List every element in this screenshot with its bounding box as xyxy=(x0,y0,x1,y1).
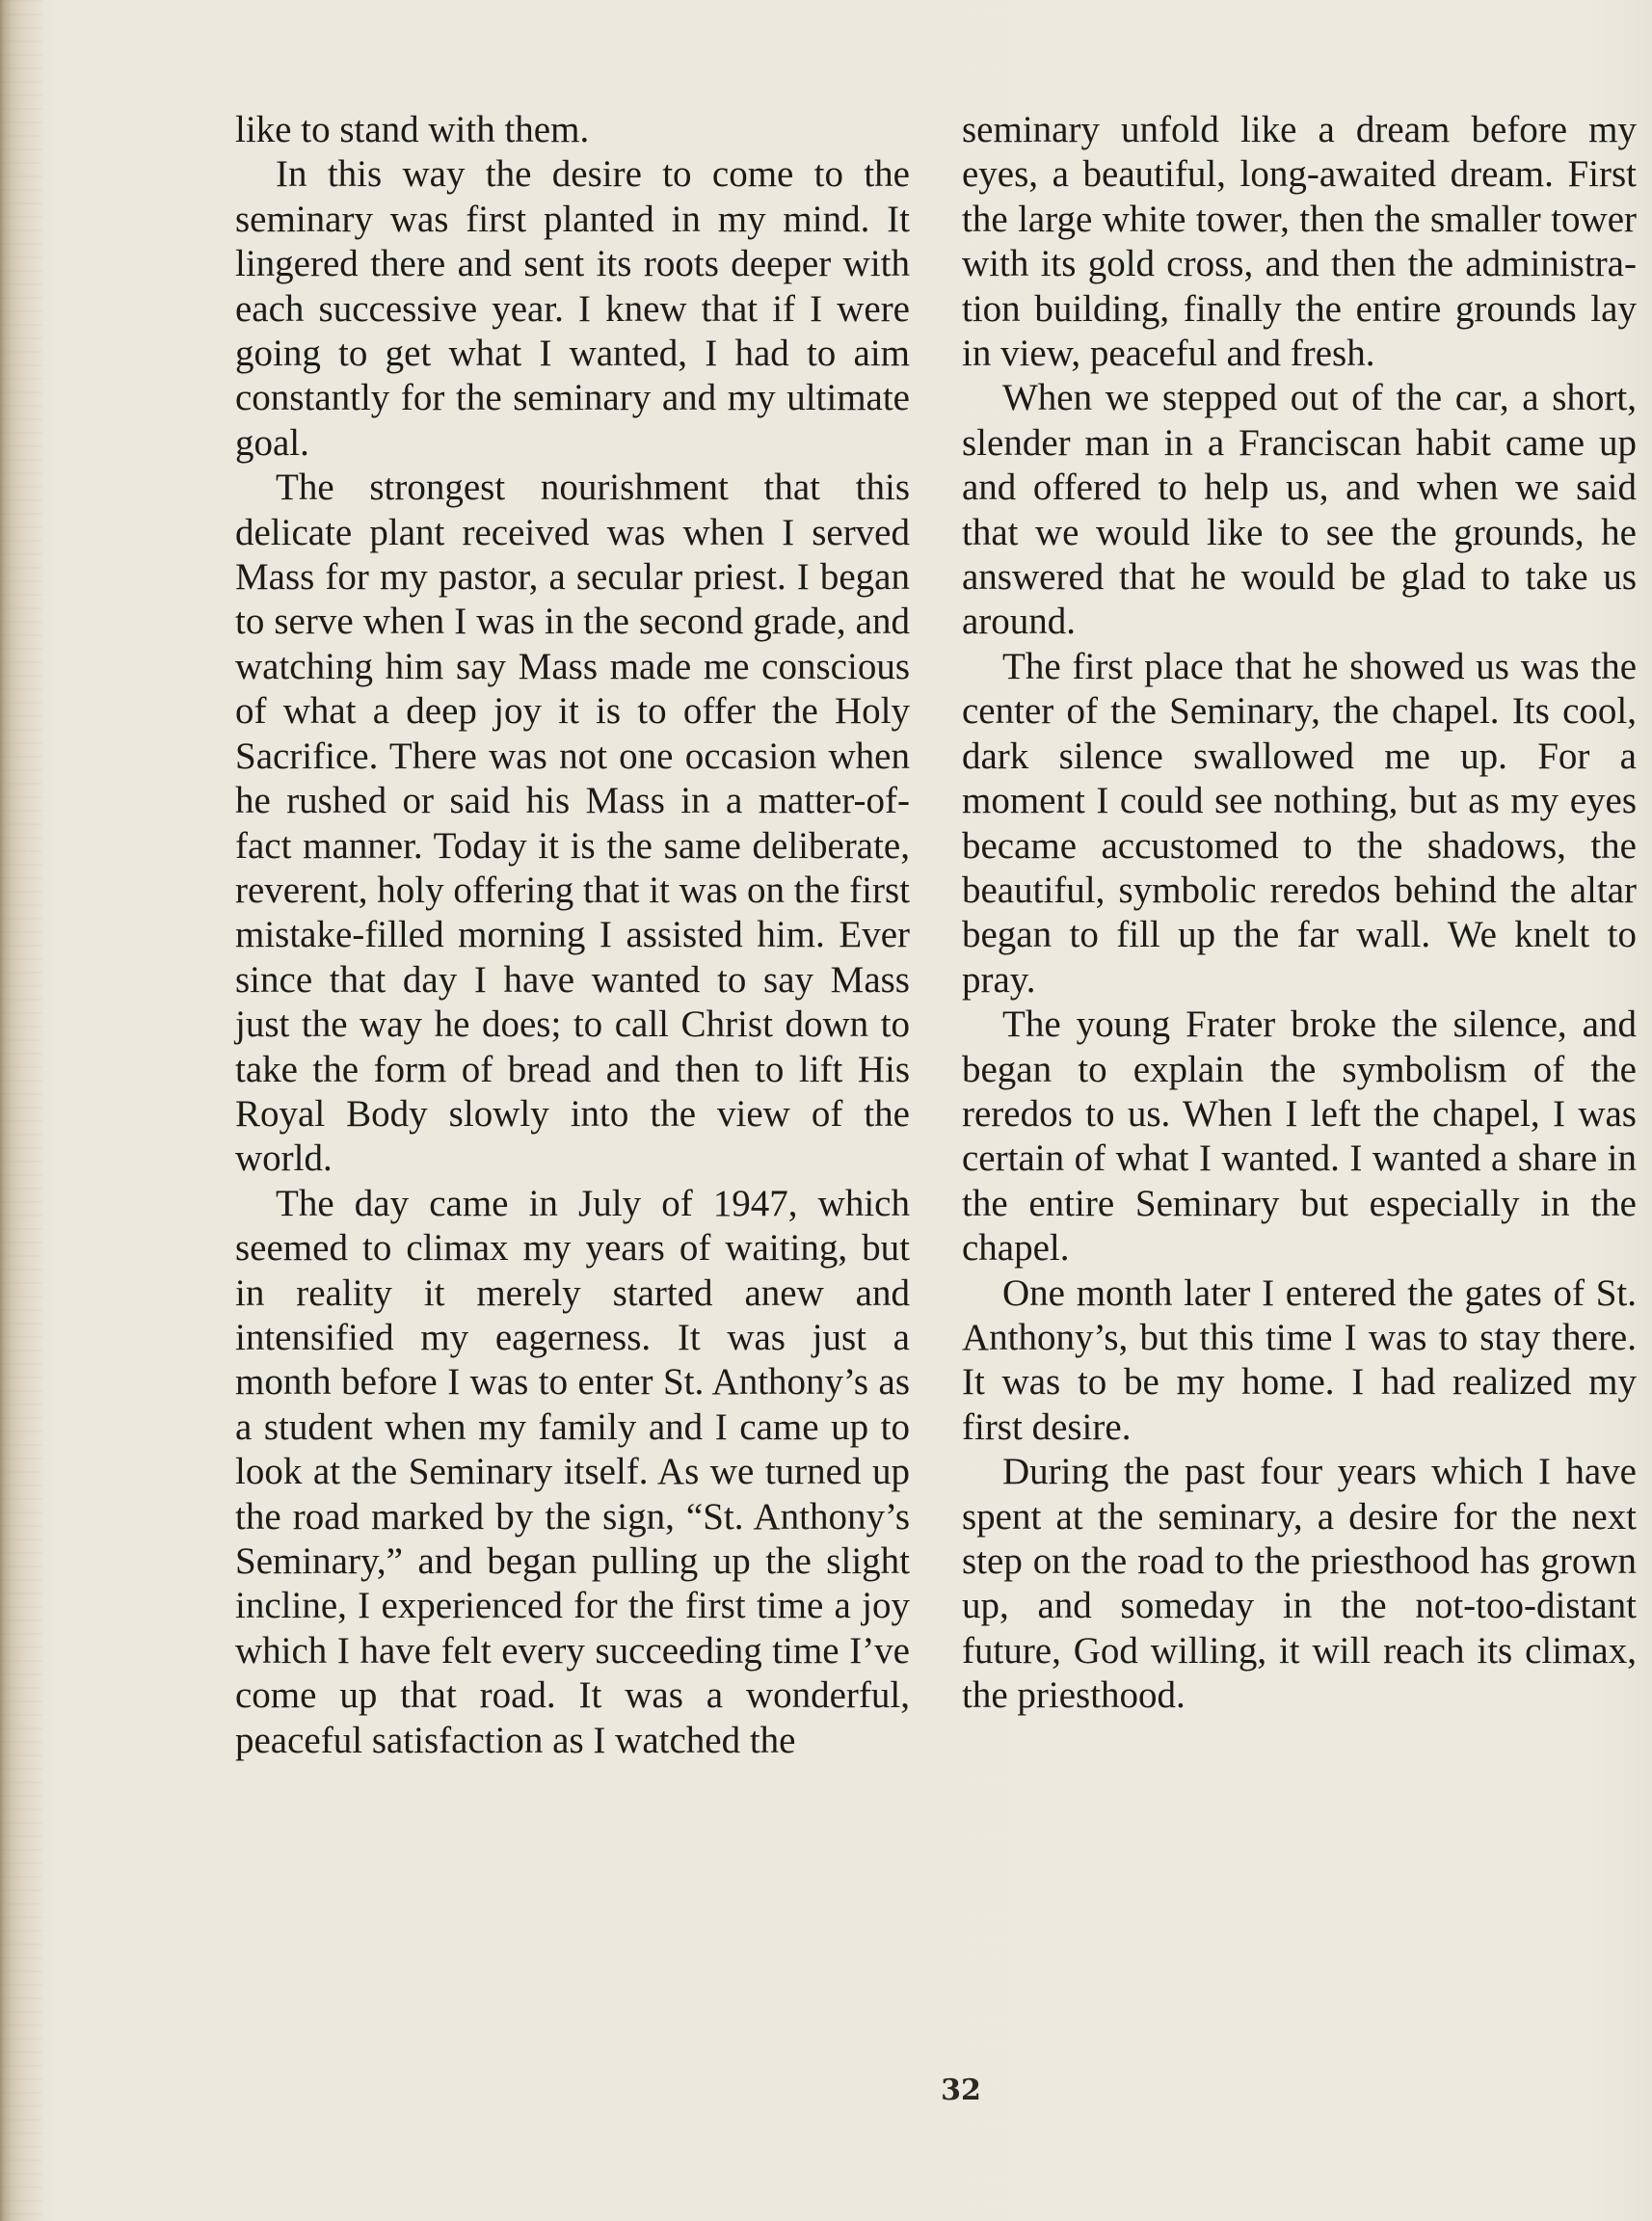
paragraph: seminary unfold like a dream before my eyes, a beautiful, long-awaited dream. First the large white tower, then the smaller tower with its gold cross, and then the administration building, finally the entire grounds lay in view, peaceful and fresh. xyxy=(962,109,1637,375)
right-column xyxy=(962,108,1637,1719)
paragraph: The first place that he showed us was the center of the Seminary, the chapel. Its cool, dark silence swallowed me up. For a moment I could see nothing, but as my eyes became accustomed to the shadows, the beautiful, symbolic reredos behind the altar began to fill up the far wall. We knelt to pray. xyxy=(962,645,1637,1001)
paragraph: The day came in July of 1947, which seemed to climax my years of waiting, but in reality it merely started anew and intensified my eagerness. It was just a month before I was to enter St. Anthony’s as a student when my family and I came up to look at the Seminary itself. As we turned up the road marked by the sign, “St. Anthony’s Seminary,” and began pulling up the slight incline, I experienced for the first time a joy which I have felt every succeeding time I’ve come up that road. It was a wonderful, peaceful satisfaction as I watched the xyxy=(235,1182,910,1761)
paragraph: In this way the desire to come to the seminary was first planted in my mind. It lingered there and sent its roots deeper with each successive year. I knew that if I were going to get what I wanted, I had to aim constantly for the seminary and my ultimate goal. xyxy=(235,153,910,464)
book-spine xyxy=(0,0,42,2221)
paragraph: One month later I entered the gates of St. Anthony’s, but this time I was to stay there. It was to be my home. I had realized my first desire. xyxy=(962,1271,1637,1448)
paragraph: During the past four years which I have spent at the seminary, a desire for the next step on the road to the priesthood has grown up, and someday in the not-too-distant future, God willing, it will reach its climax, the priesthood. xyxy=(962,1451,1637,1717)
left-column xyxy=(235,108,910,1763)
paragraph: The young Frater broke the silence, and began to explain the symbolism of the reredos to us. When I left the chapel, I was certain of what I wanted. I wanted a share in the entire Seminary but especially in the chapel. xyxy=(962,1003,1637,1270)
paragraph: The strongest nourishment that this delicate plant received was when I served Mass for my pastor, a secular priest. I began to serve when I was in the second grade, and watching him say Mass made me conscious of what a deep joy it is to offer the Holy Sacrifice. There was not one occasion when he rushed or said his Mass in a matter-of-fact manner. Today it is the same deliberate, reverent, holy offering that it was on the first mistake-filled morning I assisted him. Ever since that day I have wanted to say Mass just the way he does; to call Christ down to take the form of bread and then to lift His Royal Body slowly into the view of the world. xyxy=(235,467,911,1180)
paragraph: like to stand with them. xyxy=(235,109,590,150)
paragraph: When we stepped out of the car, a short, slender man in a Franciscan habit came up and offered to help us, and when we said that we would like to see the grounds, he answered that he would be glad to take us around. xyxy=(962,377,1637,643)
page-number: 32 xyxy=(941,2074,981,2107)
